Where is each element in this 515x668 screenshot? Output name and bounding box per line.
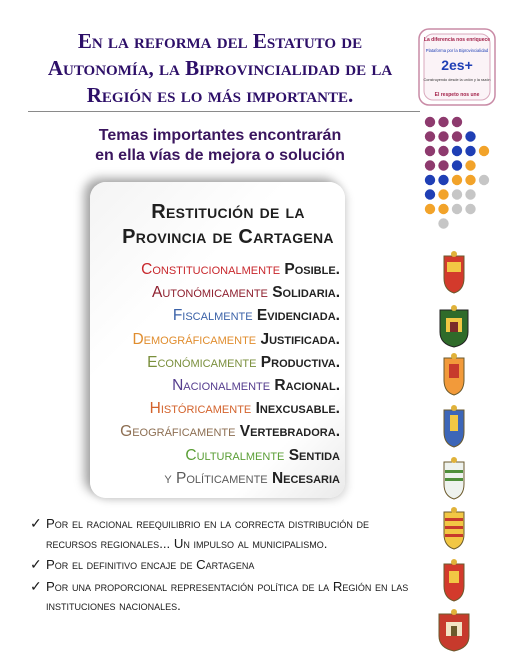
dot-blue	[425, 175, 435, 185]
dot-purple	[452, 117, 462, 127]
attribute-adverb: Autonómicamente	[152, 284, 268, 302]
dot-grey	[452, 189, 462, 199]
divider	[28, 111, 420, 112]
attribute-adverb: Nacionalmente	[172, 377, 271, 395]
attribute-adverb: Geográficamente	[120, 423, 236, 441]
dot-purple	[438, 131, 448, 141]
dot-purple	[438, 160, 448, 170]
attribute-adjective: Justificada.	[260, 330, 340, 348]
dot-orange	[465, 160, 475, 170]
bullet-text: Por el racional reequilibrio en la correcta distribución de recursos regionales... Un impulso al municipalismo.	[46, 516, 369, 551]
dot-grey	[452, 204, 462, 214]
dot-purple	[438, 117, 448, 127]
platform-logo	[418, 28, 496, 106]
check-icon: ✓	[30, 577, 42, 594]
logo-small-text: Plataforma por la Biprovincialidad	[425, 48, 489, 53]
headline: En la reforma del Estatuto de Autonomía, la Biprovincialidad de la Región es lo más importante.	[47, 29, 393, 107]
logo-top-text: La diferencia nos enriquece	[423, 37, 491, 43]
municipal-crest-4	[441, 404, 467, 448]
attribute-row	[108, 258, 340, 281]
dot-purple	[425, 131, 435, 141]
dot-purple	[438, 146, 448, 156]
attribute-adjective: Sentida	[288, 446, 340, 464]
attribute-adverb: Constitucionalmente	[141, 261, 281, 278]
logo-middle-text: Construyendo desde la unión y la razón	[423, 78, 491, 82]
bullet-text: Por el definitivo encaje de Cartagena	[46, 557, 255, 572]
attribute-row	[108, 444, 340, 467]
bullet-text: Por una proporcional representación política de la Región en las instituciones nacionales.	[46, 578, 409, 613]
panel-title	[112, 200, 344, 250]
dot-blue	[452, 160, 462, 170]
attribute-row	[108, 351, 340, 374]
attribute-row	[108, 397, 340, 420]
dot-blue	[452, 146, 462, 156]
bullet-item	[30, 555, 420, 575]
dot-grey	[465, 204, 475, 214]
attribute-adjective: Inexcusable.	[255, 400, 340, 418]
subtitle-line-1: Temas importantes encontrarán	[98, 127, 342, 144]
municipal-crest-3	[441, 352, 467, 396]
dot-blue	[465, 146, 475, 156]
bullet-item	[30, 514, 420, 553]
attribute-adverb: y Políticamente	[164, 469, 268, 487]
attribute-adverb: Fiscalmente	[172, 307, 253, 325]
attribute-adjective: Necesaria	[271, 469, 340, 487]
municipal-crest-6	[441, 506, 467, 550]
panel-title-line-2: Provincia de Cartagena	[122, 226, 334, 248]
attribute-row	[108, 328, 340, 351]
attribute-adjective: Solidaria.	[272, 284, 340, 302]
dot-orange	[479, 146, 489, 156]
attribute-adjective: Vertebradora.	[239, 423, 340, 441]
dot-blue	[438, 175, 448, 185]
municipal-crest-8	[436, 608, 472, 652]
dot-orange	[452, 175, 462, 185]
attribute-adjective: Racional.	[274, 377, 340, 395]
logo-number: 2es+	[441, 57, 473, 73]
panel-title-line-1: Restitución de la	[151, 201, 305, 223]
municipal-crest-2	[437, 304, 471, 348]
attribute-list	[108, 258, 340, 490]
municipal-crest-5	[441, 456, 467, 500]
attribute-row	[108, 420, 340, 443]
attribute-adverb: Culturalmente	[185, 446, 285, 464]
check-icon: ✓	[30, 515, 42, 531]
municipal-crest-7	[441, 558, 467, 602]
attribute-adjective: Posible.	[284, 261, 340, 278]
attribute-row	[108, 467, 340, 490]
dot-orange	[425, 204, 435, 214]
dot-purple	[425, 160, 435, 170]
dot-purple	[425, 117, 435, 127]
logo-bottom-text: El respeto nos une	[434, 92, 480, 98]
check-icon: ✓	[30, 556, 42, 572]
subtitle	[50, 126, 390, 166]
attribute-adjective: Productiva.	[260, 353, 340, 371]
dot-orange	[438, 189, 448, 199]
dot-orange	[465, 175, 475, 185]
municipal-crest-1	[441, 250, 467, 294]
dot-blue	[425, 189, 435, 199]
attribute-adverb: Económicamente	[147, 353, 257, 371]
decorative-dot-grid	[424, 116, 504, 236]
attribute-adverb: Históricamente	[149, 400, 252, 418]
dot-grey	[479, 175, 489, 185]
attribute-adjective: Evidenciada.	[256, 307, 340, 325]
bullet-item	[30, 577, 420, 616]
dot-grey	[438, 218, 448, 228]
dot-orange	[438, 204, 448, 214]
attribute-row	[108, 374, 340, 397]
attribute-adverb: Demográficamente	[132, 330, 257, 348]
bullet-list	[30, 514, 420, 618]
dot-blue	[465, 131, 475, 141]
attribute-row	[108, 281, 340, 304]
dot-purple	[452, 131, 462, 141]
dot-purple	[425, 146, 435, 156]
dot-grey	[465, 189, 475, 199]
subtitle-line-2: en ella vías de mejora o solución	[95, 147, 345, 164]
attribute-row	[108, 304, 340, 327]
